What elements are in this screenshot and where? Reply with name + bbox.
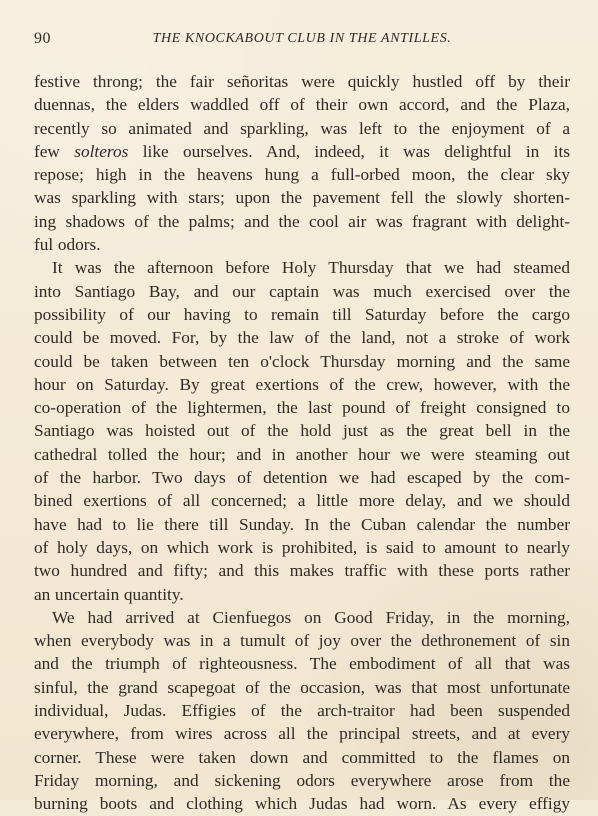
text-line: possibility of our having to remain till Saturday before the cargo [34, 304, 570, 324]
text-line: recently so animated and sparkling, was left to the enjoyment of a [34, 118, 570, 138]
text-line: bined exertions of all concerned; a little more delay, and we should [34, 491, 570, 511]
text-line: an uncertain quantity. [34, 584, 184, 604]
text-line: duennas, the elders waddled off of their own accord, and the Plaza, [34, 95, 570, 115]
text-line: two hundred and fifty; and this makes traffic with these ports rather [34, 561, 570, 581]
italic-word: solteros [74, 141, 129, 161]
paragraph-1 [34, 70, 570, 256]
text-line: repose; high in the heavens hung a full-orbed moon, the clear sky [34, 165, 570, 185]
text-line: sinful, the grand scapegoat of the occasion, was that most unfortunate [34, 677, 570, 697]
text-line: individual, Judas. Effigies of the arch-traitor had been suspended [34, 701, 570, 721]
text-line: Friday morning, and sickening odors everywhere arose from the [34, 770, 570, 790]
paragraph-2 [34, 256, 570, 605]
text-line: ing shadows of the palms; and the cool air was fragrant with delight- [34, 211, 570, 231]
text-line: hour on Saturday. By great exertions of the crew, however, with the [34, 374, 570, 394]
text-line: co-operation of the lightermen, the last pound of freight consigned to [34, 398, 570, 418]
text-line: and the triumph of righteousness. The embodiment of all that was [34, 654, 570, 674]
text-line: of holy days, on which work is prohibited, is said to amount to nearly [34, 537, 570, 557]
text-line: cathedral tolled the hour; and in another hour we were steaming out [34, 444, 570, 464]
text-fragment: few [34, 141, 60, 161]
text-line: everywhere, from wires across all the principal streets, and at every [34, 724, 570, 744]
text-line: when everybody was in a tumult of joy over the dethronement of sin [34, 631, 570, 651]
body-text [34, 70, 570, 816]
text-line: It was the afternoon before Holy Thursday that we had steamed [52, 258, 570, 278]
text-line: have had to lie there till Sunday. In the Cuban calendar the number [34, 514, 570, 534]
text-line: corner. These were taken down and committed to the flames on [34, 747, 570, 767]
paragraph-3 [34, 606, 570, 816]
text-line: We had arrived at Cienfuegos on Good Friday, in the morning, [52, 607, 570, 627]
running-header [34, 30, 570, 52]
text-line: could be taken between ten o'clock Thursday morning and the same [34, 351, 570, 371]
text-line: Santiago was hoisted out of the hold just as the great bell in the [34, 421, 570, 441]
text-fragment: like ourselves. And, indeed, it was delightful in its [142, 141, 570, 161]
text-line: burning boots and clothing which Judas had worn. As every effigy [34, 794, 570, 814]
running-title: THE KNOCKABOUT CLUB IN THE ANTILLES. [152, 31, 452, 46]
page-number: 90 [34, 30, 51, 47]
text-line: could be moved. For, by the law of the land, not a stroke of work [34, 328, 570, 348]
text-line [34, 140, 570, 163]
text-line: of the harbor. Two days of detention we had escaped by the com- [34, 468, 570, 488]
text-line: into Santiago Bay, and our captain was much exercised over the [34, 281, 570, 301]
text-line: festive throng; the fair señoritas were quickly hustled off by their [34, 72, 570, 91]
text-line: was sparkling with stars; upon the pavement fell the slowly shorten- [34, 188, 570, 208]
text-line: ful odors. [34, 235, 101, 255]
